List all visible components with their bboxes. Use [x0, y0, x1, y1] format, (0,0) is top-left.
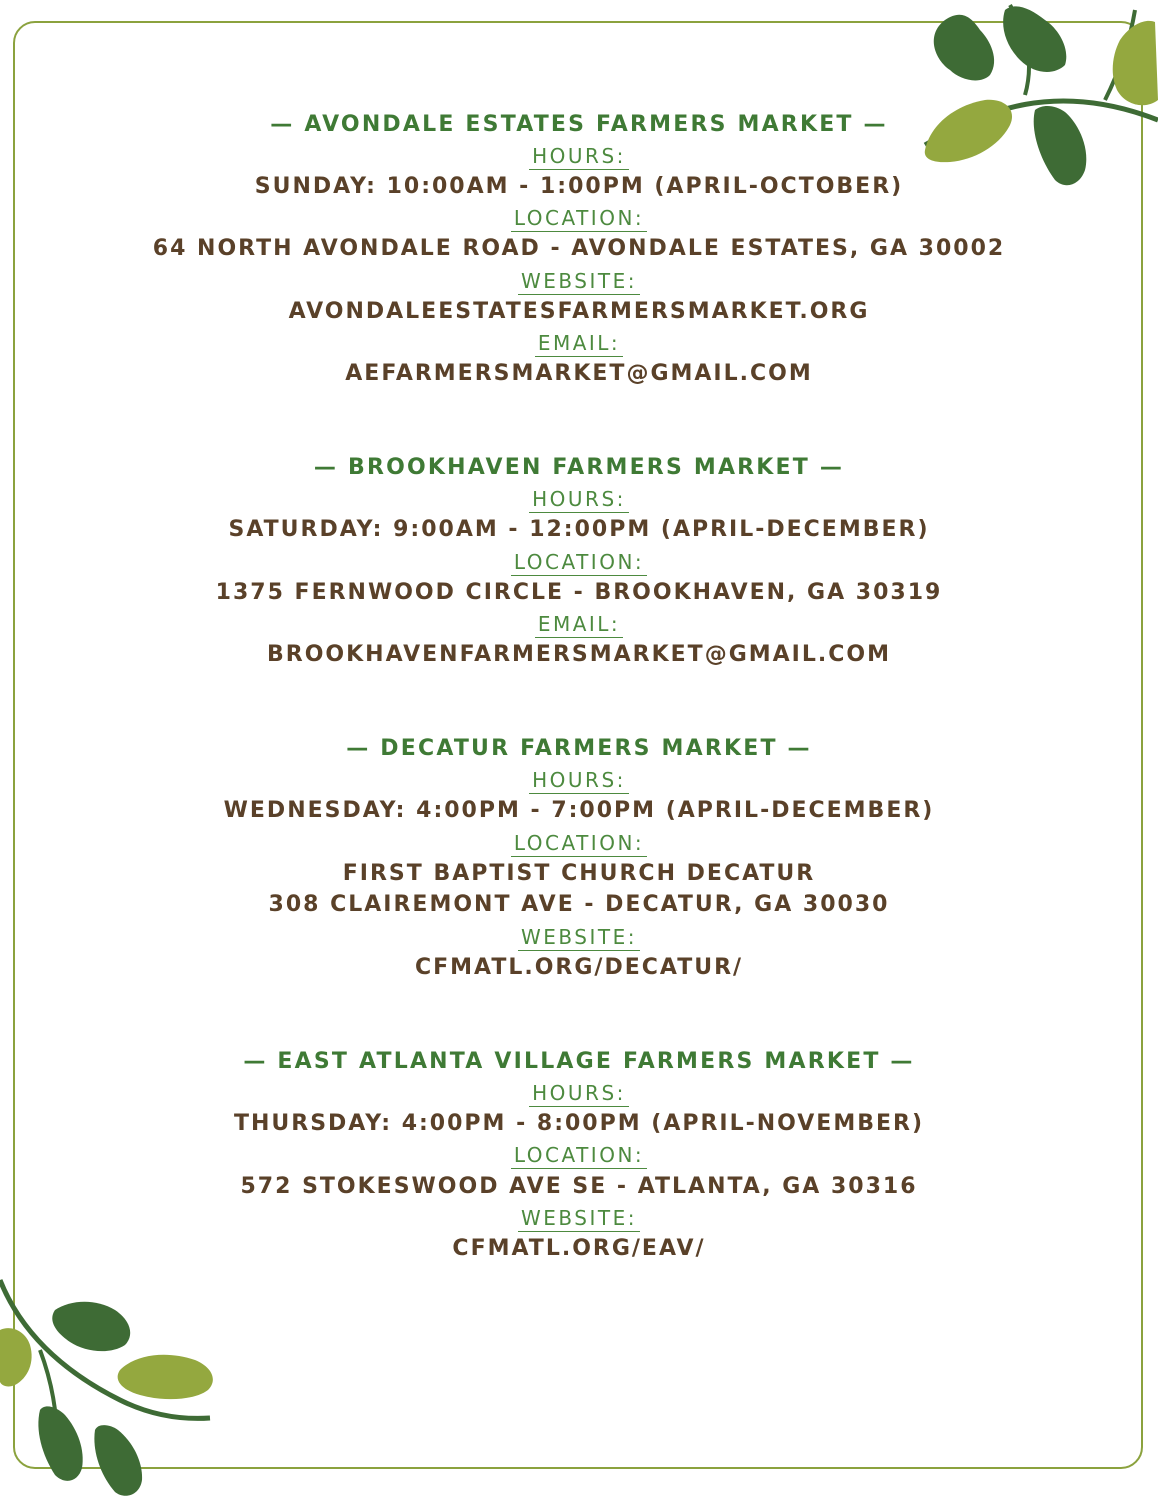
- market-title: — EAST ATLANTA VILLAGE FARMERS MARKET —: [243, 1049, 915, 1074]
- email-label: EMAIL:: [0, 328, 1158, 358]
- market-title: — DECATUR FARMERS MARKET —: [346, 736, 812, 761]
- location-value: 1375 FERNWOOD CIRCLE - BROOKHAVEN, GA 30319: [215, 580, 943, 605]
- email-link[interactable]: AEFARMERSMARKET@GMAIL.COM: [345, 361, 813, 386]
- email-link[interactable]: BROOKHAVENFARMERSMARKET@GMAIL.COM: [267, 642, 891, 667]
- email-label: EMAIL:: [0, 609, 1158, 639]
- market-title: — AVONDALE ESTATES FARMERS MARKET —: [270, 112, 888, 137]
- website-label: WEBSITE:: [0, 1203, 1158, 1233]
- location-label: LOCATION:: [0, 828, 1158, 858]
- website-label: WEBSITE:: [0, 922, 1158, 952]
- location-value-line2: 308 CLAIREMONT AVE - DECATUR, GA 30030: [268, 892, 890, 917]
- hours-value: THURSDAY: 4:00PM - 8:00PM (APRIL-NOVEMBER): [233, 1111, 925, 1136]
- location-label: LOCATION:: [0, 203, 1158, 233]
- hours-label: HOURS:: [0, 765, 1158, 795]
- hours-label: HOURS:: [0, 141, 1158, 171]
- location-label: LOCATION:: [0, 1140, 1158, 1170]
- oak-leaves-bottom-left-icon: [0, 1270, 220, 1500]
- location-label: LOCATION:: [0, 547, 1158, 577]
- hours-value: SATURDAY: 9:00AM - 12:00PM (APRIL-DECEMBER): [228, 517, 930, 542]
- location-value: 64 NORTH AVONDALE ROAD - AVONDALE ESTATES, GA 30002: [152, 236, 1006, 261]
- hours-label: HOURS:: [0, 1078, 1158, 1108]
- hours-label: HOURS:: [0, 484, 1158, 514]
- market-title: — BROOKHAVEN FARMERS MARKET —: [313, 455, 845, 480]
- website-link[interactable]: CFMATL.ORG/EAV/: [452, 1236, 706, 1261]
- location-value: 572 STOKESWOOD AVE SE - ATLANTA, GA 30316: [240, 1174, 918, 1199]
- hours-value: SUNDAY: 10:00AM - 1:00PM (APRIL-OCTOBER): [254, 174, 904, 199]
- website-link[interactable]: AVONDALEESTATESFARMERSMARKET.ORG: [288, 299, 870, 324]
- location-value-line1: FIRST BAPTIST CHURCH DECATUR: [342, 861, 816, 886]
- website-label: WEBSITE:: [0, 266, 1158, 296]
- website-link[interactable]: CFMATL.ORG/DECATUR/: [414, 955, 744, 980]
- hours-value: WEDNESDAY: 4:00PM - 7:00PM (APRIL-DECEMBER): [223, 798, 935, 823]
